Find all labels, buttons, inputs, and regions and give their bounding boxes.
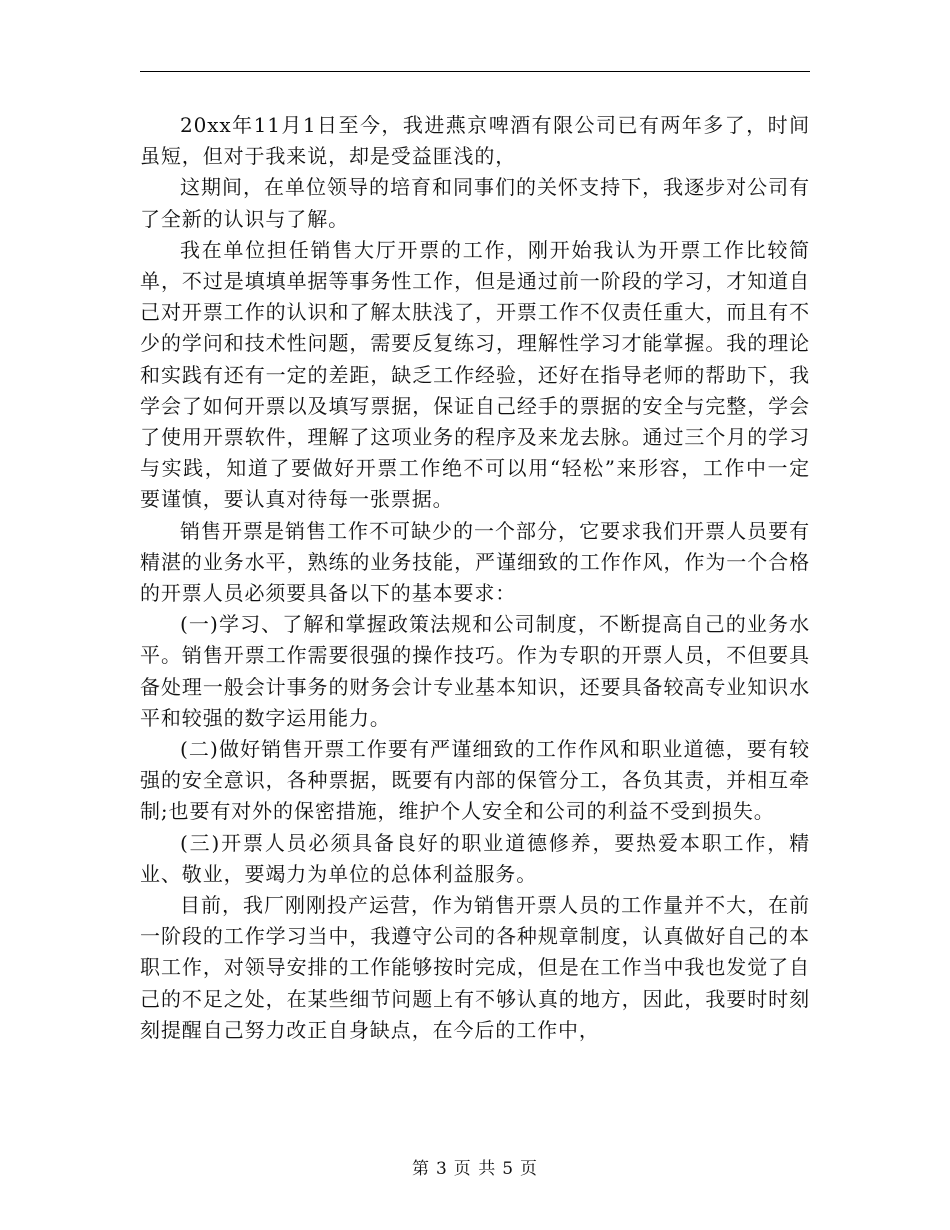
- paragraph-7: (三)开票人员必须具备良好的职业道德修养，要热爱本职工作，精业、敬业，要竭力为单位的总体利益服务。: [140, 830, 810, 886]
- paragraph-8: 目前，我厂刚刚投产运营，作为销售开票人员的工作量并不大，在前一阶段的工作学习当中，我遵守公司的各种规章制度，认真做好自己的本职工作，对领导安排的工作能够按时完成，但是在工作当中我也发觉了自己的不足之处，在某些细节问题上有不够认真的地方，因此，我要时时刻刻提醒自己努力改正自身缺点，在今后的工作中，: [140, 893, 810, 1042]
- footer-total-pages: 5: [502, 1159, 515, 1179]
- document-body: [140, 110, 810, 1046]
- footer-current-page: 3: [435, 1159, 448, 1179]
- header-rule: [140, 71, 810, 72]
- paragraph-2: 这期间，在单位领导的培育和同事们的关怀支持下，我逐步对公司有了全新的认识与了解。: [140, 175, 810, 231]
- paragraph-6: (二)做好销售开票工作要有严谨细致的工作作风和职业道德，要有较强的安全意识，各种票据，既要有内部的保管分工，各负其责，并相互牵制;也要有对外的保密措施，维护个人安全和公司的利益不受到损失。: [140, 737, 810, 824]
- paragraph-5: (一)学习、了解和掌握政策法规和公司制度，不断提高自己的业务水平。销售开票工作需要很强的操作技巧。作为专职的开票人员，不但要具备处理一般会计事务的财务会计专业基本知识，还要具备较高专业知识水平和较强的数字运用能力。: [140, 612, 810, 730]
- footer-middle: 页 共: [453, 1159, 497, 1179]
- page-footer: [0, 1154, 950, 1179]
- footer-suffix: 页: [520, 1159, 539, 1179]
- paragraph-1: 20xx年11月1日至今，我进燕京啤酒有限公司已有两年多了，时间虽短，但对于我来说，却是受益匪浅的，: [140, 113, 810, 169]
- paragraph-4: 销售开票是销售工作不可缺少的一个部分，它要求我们开票人员要有精湛的业务水平，熟练的业务技能，严谨细致的工作作风，作为一个合格的开票人员必须要具备以下的基本要求：: [140, 518, 810, 606]
- footer-prefix: 第: [411, 1159, 430, 1179]
- paragraph-3: 我在单位担任销售大厅开票的工作，刚开始我认为开票工作比较简单，不过是填填单据等事务性工作，但是通过前一阶段的学习，才知道自己对开票工作的认识和了解太肤浅了，开票工作不仅责任重大，而且有不少的学问和技术性问题，需要反复练习，理解性学习才能掌握。我的理论和实践有还有一定的差距，缺乏工作经验，还好在指导老师的帮助下，我学会了如何开票以及填写票据，保证自己经手的票据的安全与完整，学会了使用开票软件，理解了这项业务的程序及来龙去脉。通过三个月的学习与实践，知道了要做好开票工作绝不可以用“轻松”来形容，工作中一定要谨慎，要认真对待每一张票据。: [140, 237, 810, 512]
